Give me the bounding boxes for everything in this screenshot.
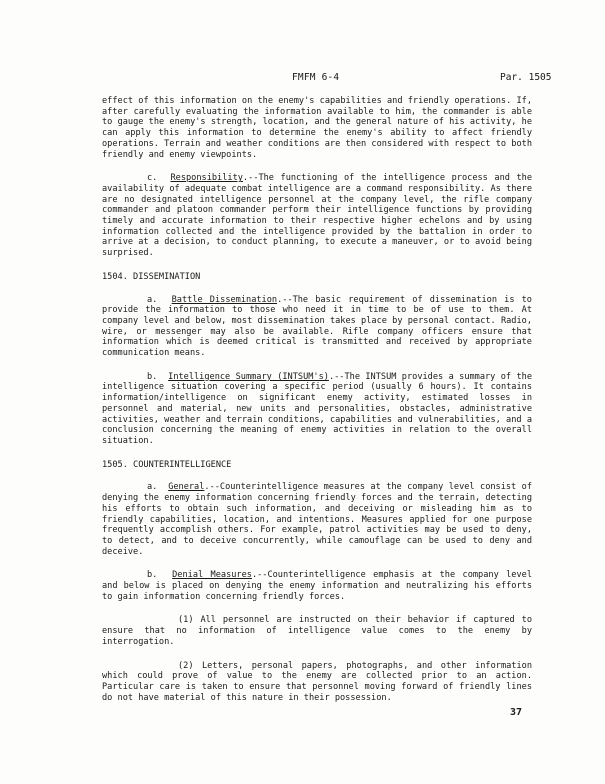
- item-title: Responsibility: [170, 173, 243, 184]
- paragraph-intsum: [102, 372, 532, 447]
- paragraph-battle-dissemination: [102, 295, 532, 359]
- page-number: 37: [510, 707, 523, 718]
- paragraph-general: [102, 482, 532, 557]
- item-text: .--The functioning of the intelligence process and the availability of adequate combat intelligence are a command responsibility. As there are no designated intelligence personnel at the company level, the rifle company commander and platoon commander perform their intelligence functions by providing timely and accurate information to their respective higher echelons and by using information collected and the intelligence provided by the battalion in order to arrive at a decision, to conduct planning, to execute a maneuver, or to avoid being surprised.: [102, 173, 532, 259]
- item-title: General: [168, 482, 205, 493]
- item-text: .--The basic requirement of dissemination is to provide the information to those who need it in time to be of use to them. At company level and below, most dissemination takes place by personal contact. Radio, wire, or messenger may also be available. Rifle company officers ensure that information which is deemed critical is transmitted and received by appropriate communication means.: [102, 294, 532, 359]
- section-heading-1505: 1505. COUNTERINTELLIGENCE: [102, 459, 232, 470]
- subparagraph-2: (2) Letters, personal papers, photographs, and other information which could prove of value to the enemy are collected prior to an action. Particular care is taken to ensure that personnel moving forward of friendly lines do not have material of this nature in their possession.: [102, 660, 532, 703]
- item-title: Battle Dissemination: [171, 294, 278, 305]
- item-letter: a.: [147, 294, 158, 305]
- item-letter: b.: [147, 371, 158, 382]
- item-title: Denial Measures: [172, 570, 252, 581]
- item-letter: a.: [147, 482, 158, 493]
- paragraph-denial-measures: [102, 570, 532, 602]
- item-text: .--Counterintelligence emphasis at the company level and below is placed on denying the enemy information and neutralizing his efforts to gain information concerning friendly forces.: [102, 570, 532, 602]
- paragraph-responsibility: [102, 173, 532, 259]
- page-body: [102, 96, 532, 716]
- document-id: FMFM 6-4: [292, 72, 340, 83]
- paragraph-continuation: effect of this information on the enemy's capabilities and friendly operations. If, after carefully evaluating the information available to him, the commander is able to gauge the enemy's strength, location, and the general nature of his activity, he can apply this information to determine the enemy's ability to affect friendly operations. Terrain and weather conditions are then considered with respect to both friendly and enemy viewpoints.: [102, 96, 532, 160]
- item-letter: b.: [147, 570, 158, 581]
- section-heading-1504: 1504. DISSEMINATION: [102, 271, 201, 282]
- item-title: Intelligence Summary (INTSUM's): [168, 371, 329, 382]
- item-text: .--The INTSUM provides a summary of the intelligence situation covering a specific period (usually 6 hours). It contains information/intelligence on significant enemy activity, estimated losses in personnel and material, new units and personalities, obstacles, administrative activities, weather and terrain conditions, capabilities and vulnerabilities, and a conclusion concerning the meaning of enemy activities in relation to the overall situation.: [102, 371, 532, 446]
- item-letter: c.: [147, 173, 158, 184]
- subparagraph-1: (1) All personnel are instructed on their behavior if captured to ensure that no information of intelligence value comes to the enemy by interrogation.: [102, 615, 532, 647]
- item-text: .--Counterintelligence measures at the company level consist of denying the enemy information concerning friendly forces and the terrain, detecting his efforts to obtain such information, and deceiving or misleading him as to friendly capabilities, location, and intentions. Measures applied for one purpose frequently accomplish others. For example, patrol activities may be used to deny, to detect, and to deceive concurrently, while camouflage can be used to deny and deceive.: [102, 482, 532, 557]
- paragraph-ref: Par. 1505: [500, 72, 552, 83]
